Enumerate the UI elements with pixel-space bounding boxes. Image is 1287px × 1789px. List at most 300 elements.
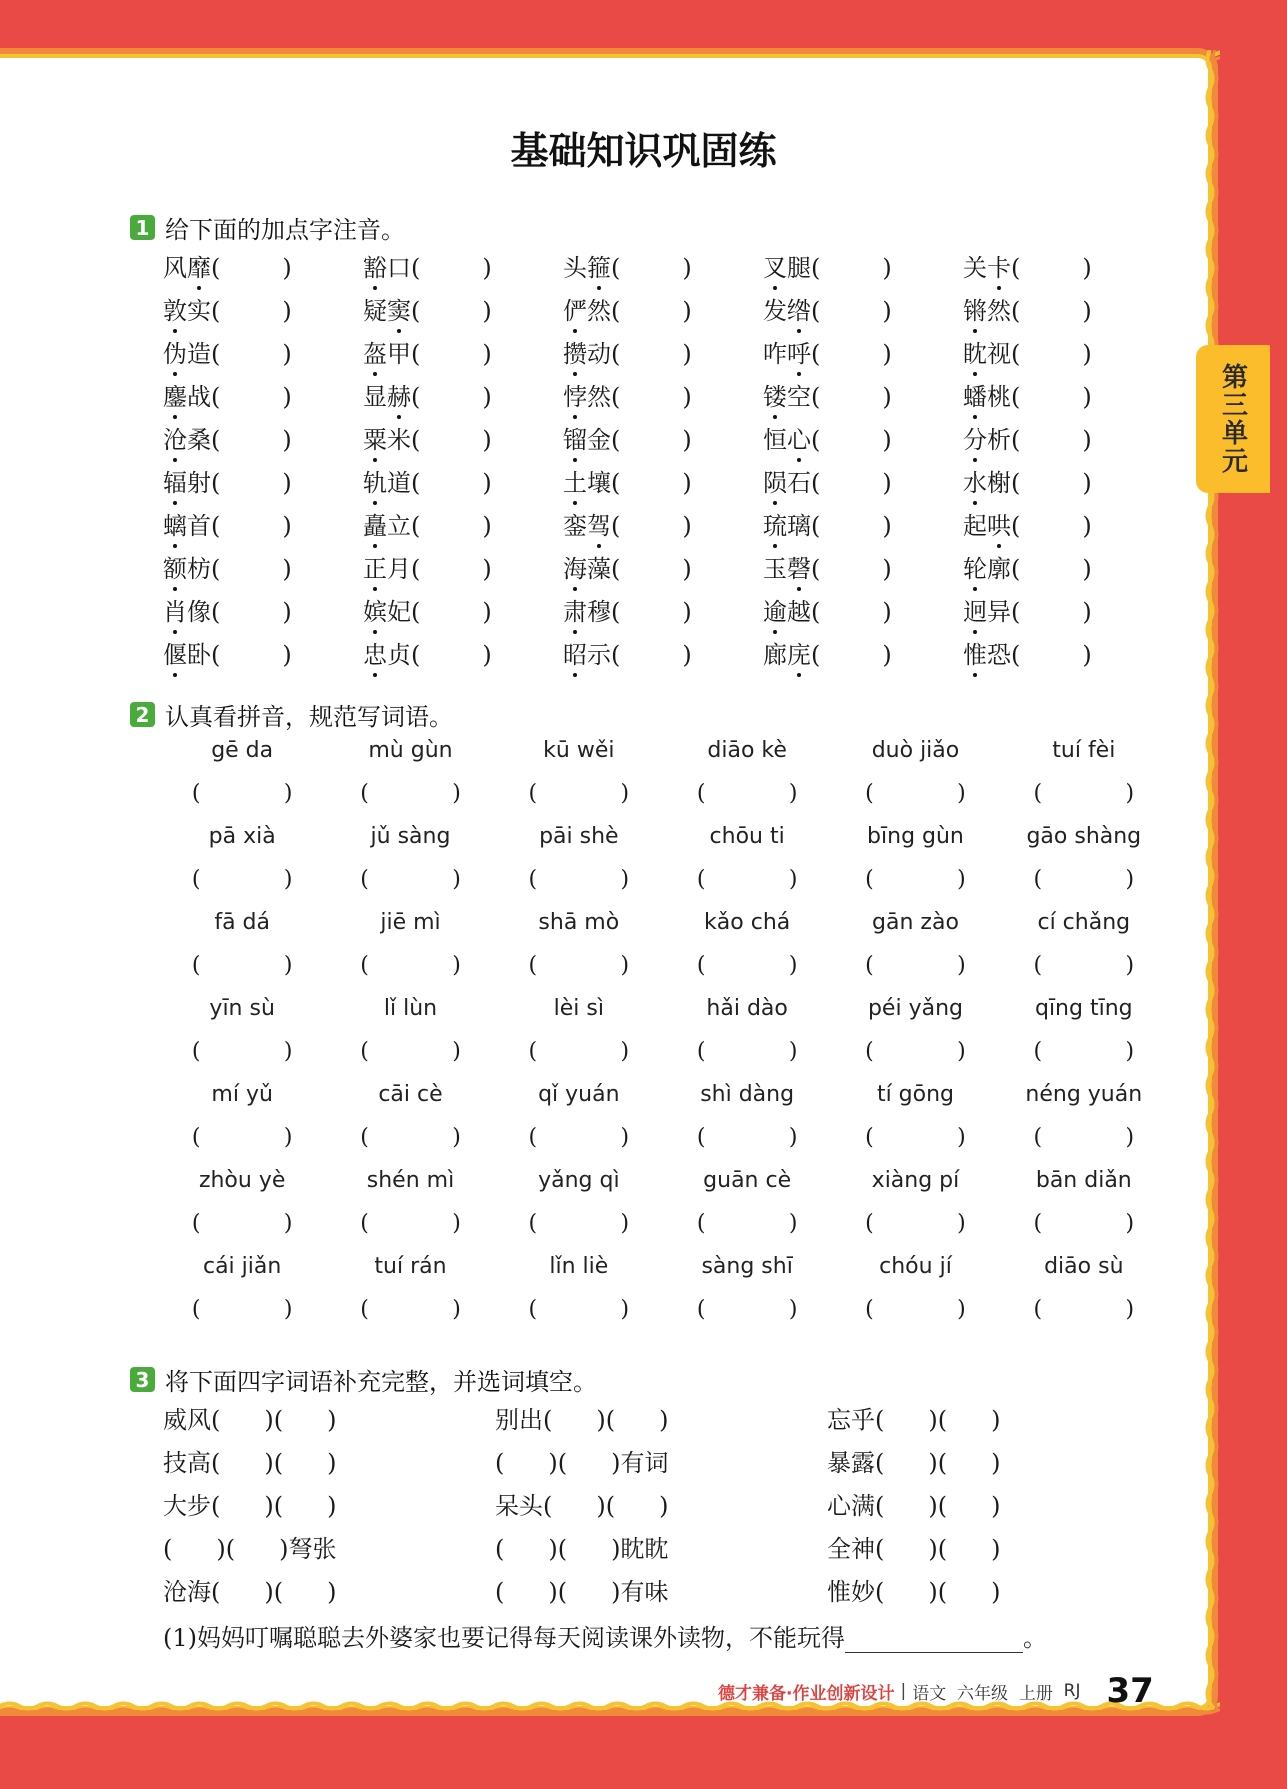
idiom-suffix: 有味: [620, 1578, 669, 1606]
annotation-row: [163, 463, 1163, 506]
pinyin-writing-grid: [158, 738, 1168, 1340]
pinyin-label: xiàng pí: [871, 1168, 960, 1193]
annotation-item: [763, 334, 963, 377]
footer-volume: 上册: [1018, 1683, 1053, 1704]
idiom-item: [827, 1572, 1159, 1615]
pinyin-label: cāi cè: [378, 1082, 443, 1107]
pinyin-answer-blank[interactable]: ( ): [611, 340, 692, 368]
idiom-blanks[interactable]: ( )( ): [211, 1406, 337, 1434]
idiom-item: [827, 1486, 1159, 1529]
dotted-character: 锵: [963, 291, 987, 326]
annotation-item: [763, 592, 963, 635]
annotated-word: [163, 248, 211, 283]
word-answer-blank[interactable]: ( ): [360, 781, 461, 806]
character: 风: [163, 254, 187, 282]
pinyin-label: lǐn liè: [549, 1254, 609, 1279]
word-answer-blank[interactable]: ( ): [1033, 1125, 1135, 1150]
pinyin-label: diāo kè: [707, 738, 787, 763]
pinyin-answer-blank[interactable]: ( ): [411, 512, 492, 540]
annotated-word: [563, 592, 611, 627]
word-answer-blank[interactable]: ( ): [360, 1211, 461, 1236]
idiom-prefix: 心满: [827, 1492, 875, 1520]
dotted-character: 蟠: [963, 377, 987, 412]
word-answer-blank[interactable]: ( ): [696, 1211, 798, 1236]
word-answer-blank[interactable]: ( ): [528, 781, 630, 806]
character: 廊: [763, 641, 787, 669]
annotated-word: [763, 420, 811, 455]
character: 动: [587, 340, 611, 368]
dotted-character: 粟: [363, 420, 387, 455]
word-answer-blank[interactable]: ( ): [191, 781, 293, 806]
character: 枋: [187, 555, 211, 583]
idiom-prefix: 技高: [163, 1449, 211, 1477]
idiom-blanks[interactable]: ( )( ): [543, 1492, 669, 1520]
annotation-item: [163, 248, 363, 291]
answer-row: [158, 1125, 1168, 1168]
character: 藻: [587, 555, 611, 583]
decorative-wave-right: [1202, 50, 1220, 1710]
dotted-character: 呼: [787, 334, 811, 369]
pinyin-answer-blank[interactable]: ( ): [1011, 340, 1092, 368]
word-answer-blank[interactable]: ( ): [528, 1125, 630, 1150]
dotted-character: 轨: [363, 463, 387, 498]
pinyin-row: [158, 910, 1168, 953]
character: 石: [787, 469, 811, 497]
idiom-blanks[interactable]: ( )( ): [875, 1578, 1001, 1606]
pinyin-label: kū wěi: [543, 738, 615, 763]
pinyin-answer-blank[interactable]: ( ): [211, 254, 292, 282]
dotted-character: 豁: [363, 248, 387, 283]
pinyin-answer-blank[interactable]: ( ): [811, 555, 892, 583]
idiom-prefix: 威风: [163, 1406, 211, 1434]
pinyin-answer-blank[interactable]: ( ): [211, 512, 292, 540]
pinyin-answer-blank[interactable]: ( ): [411, 641, 492, 669]
word-answer-blank[interactable]: ( ): [865, 1125, 966, 1150]
word-answer-blank[interactable]: ( ): [360, 1297, 461, 1322]
annotation-item: [363, 592, 563, 635]
pinyin-answer-blank[interactable]: ( ): [411, 297, 492, 325]
pinyin-answer-blank[interactable]: ( ): [1011, 383, 1092, 411]
annotation-row: [163, 549, 1163, 592]
pinyin-label: bīng gùn: [867, 824, 964, 849]
answer-row: [158, 867, 1168, 910]
character: 口: [387, 254, 411, 282]
character: 战: [187, 383, 211, 411]
idiom-prefix: 大步: [163, 1492, 211, 1520]
idiom-row: [163, 1529, 1163, 1572]
character: 疑: [363, 297, 387, 325]
annotated-word: [963, 592, 1011, 627]
word-answer-blank[interactable]: ( ): [696, 781, 798, 806]
pinyin-answer-blank[interactable]: ( ): [1011, 426, 1092, 454]
annotated-word: [163, 463, 211, 498]
pinyin-answer-blank[interactable]: ( ): [611, 469, 692, 497]
pinyin-label: pāi shè: [539, 824, 619, 849]
annotated-word: [363, 635, 411, 670]
pinyin-answer-blank[interactable]: ( ): [211, 555, 292, 583]
annotated-word: [563, 420, 611, 455]
annotation-item: [363, 334, 563, 377]
pinyin-answer-blank[interactable]: ( ): [611, 641, 692, 669]
annotation-item: [563, 549, 763, 592]
unit-tab-label: 第三单元: [1217, 363, 1248, 475]
dotted-character: 肃: [563, 592, 587, 627]
idiom-blanks[interactable]: ( )( ): [495, 1578, 621, 1606]
annotation-item: [763, 463, 963, 506]
answer-blank-line[interactable]: [845, 1630, 1023, 1653]
annotation-item: [163, 506, 363, 549]
pinyin-answer-blank[interactable]: ( ): [411, 254, 492, 282]
annotated-word: [563, 549, 611, 584]
word-answer-blank[interactable]: ( ): [528, 867, 630, 892]
answer-row: [158, 1211, 1168, 1254]
annotated-word: [963, 635, 1011, 670]
idiom-blanks[interactable]: ( )( ): [875, 1406, 1001, 1434]
character: 金: [587, 426, 611, 454]
idiom-item: [163, 1572, 495, 1615]
word-answer-blank[interactable]: ( ): [865, 1211, 966, 1236]
pinyin-label: lèi sì: [553, 996, 604, 1021]
idiom-row: [163, 1486, 1163, 1529]
pinyin-answer-blank[interactable]: ( ): [211, 598, 292, 626]
word-answer-blank[interactable]: ( ): [696, 953, 798, 978]
word-answer-blank[interactable]: ( ): [865, 781, 966, 806]
idiom-item: [495, 1572, 827, 1615]
annotated-word: [963, 463, 1011, 498]
annotated-word: [563, 506, 611, 541]
word-answer-blank[interactable]: ( ): [191, 1211, 293, 1236]
annotation-item: [963, 334, 1163, 377]
pinyin-label: mù gùn: [368, 738, 453, 763]
word-answer-blank[interactable]: ( ): [191, 953, 293, 978]
annotated-word: [363, 334, 411, 369]
pinyin-answer-blank[interactable]: ( ): [611, 555, 692, 583]
character: 恒: [763, 426, 787, 454]
character: 起: [963, 512, 987, 540]
pinyin-answer-blank[interactable]: ( ): [1011, 254, 1092, 282]
dotted-character: 镏: [563, 420, 587, 455]
dotted-character: 正: [363, 549, 387, 584]
dotted-character: 土: [563, 463, 587, 498]
annotated-word: [963, 248, 1011, 283]
character: 实: [187, 297, 211, 325]
word-answer-blank[interactable]: ( ): [360, 867, 461, 892]
idiom-row: [163, 1400, 1163, 1443]
annotated-word: [163, 291, 211, 326]
pinyin-answer-blank[interactable]: ( ): [211, 297, 292, 325]
annotation-item: [963, 291, 1163, 334]
dotted-character: 驾: [587, 506, 611, 541]
pinyin-label: tuí rán: [374, 1254, 447, 1279]
word-answer-blank[interactable]: ( ): [528, 1211, 630, 1236]
character: 造: [187, 340, 211, 368]
pinyin-answer-blank[interactable]: ( ): [811, 469, 892, 497]
pinyin-answer-blank[interactable]: ( ): [1011, 598, 1092, 626]
dotted-character: 俨: [563, 291, 587, 326]
word-answer-blank[interactable]: ( ): [528, 1297, 630, 1322]
pinyin-answer-blank[interactable]: ( ): [811, 512, 892, 540]
pinyin-label: diāo sù: [1044, 1254, 1124, 1279]
word-answer-blank[interactable]: ( ): [1033, 781, 1135, 806]
character: 妃: [387, 598, 411, 626]
annotated-word: [363, 463, 411, 498]
idiom-blanks[interactable]: ( )( ): [875, 1535, 1001, 1563]
annotation-item: [163, 463, 363, 506]
word-answer-blank[interactable]: ( ): [360, 953, 461, 978]
pinyin-label: qǐ yuán: [538, 1082, 620, 1107]
pinyin-answer-blank[interactable]: ( ): [611, 426, 692, 454]
pinyin-answer-blank[interactable]: ( ): [1011, 512, 1092, 540]
dotted-character: 沧: [163, 420, 187, 455]
annotation-item: [563, 506, 763, 549]
annotated-word: [763, 506, 811, 541]
pinyin-label: fā dá: [214, 910, 270, 935]
word-answer-blank[interactable]: ( ): [191, 1125, 293, 1150]
idiom-blanks[interactable]: ( )( ): [543, 1406, 669, 1434]
word-answer-blank[interactable]: ( ): [696, 867, 798, 892]
annotated-word: [563, 248, 611, 283]
word-answer-blank[interactable]: ( ): [865, 867, 966, 892]
idiom-row: [163, 1443, 1163, 1486]
pinyin-answer-blank[interactable]: ( ): [811, 254, 892, 282]
annotation-row: [163, 592, 1163, 635]
pinyin-answer-blank[interactable]: ( ): [211, 469, 292, 497]
pinyin-label: shén mì: [366, 1168, 455, 1193]
annotation-item: [363, 463, 563, 506]
dotted-character: 迥: [963, 592, 987, 627]
pinyin-label: shā mò: [538, 910, 620, 935]
dotted-character: 哄: [987, 506, 1011, 541]
pinyin-answer-blank[interactable]: ( ): [611, 383, 692, 411]
character: 然: [587, 297, 611, 325]
idiom-item: [163, 1486, 495, 1529]
pinyin-answer-blank[interactable]: ( ): [411, 426, 492, 454]
word-answer-blank[interactable]: ( ): [696, 1297, 798, 1322]
annotation-item: [763, 377, 963, 420]
pinyin-row: [158, 1168, 1168, 1211]
pinyin-answer-blank[interactable]: ( ): [1011, 297, 1092, 325]
character: 示: [587, 641, 611, 669]
word-answer-blank[interactable]: ( ): [696, 1039, 798, 1064]
character: 穆: [587, 598, 611, 626]
character: 銮: [563, 512, 587, 540]
phonetic-annotation-grid: [163, 248, 1163, 678]
pinyin-answer-blank[interactable]: ( ): [811, 598, 892, 626]
annotated-word: [563, 291, 611, 326]
annotation-item: [163, 291, 363, 334]
pinyin-answer-blank[interactable]: ( ): [211, 340, 292, 368]
dotted-character: 卡: [987, 248, 1011, 283]
page-title: 基础知识巩固练: [510, 129, 777, 173]
pinyin-answer-blank[interactable]: ( ): [611, 598, 692, 626]
annotated-word: [963, 420, 1011, 455]
word-answer-blank[interactable]: ( ): [696, 1125, 798, 1150]
pinyin-answer-blank[interactable]: ( ): [411, 598, 492, 626]
pinyin-answer-blank[interactable]: ( ): [611, 512, 692, 540]
idiom-blanks[interactable]: ( )( ): [875, 1492, 1001, 1520]
annotation-item: [963, 549, 1163, 592]
word-answer-blank[interactable]: ( ): [191, 867, 293, 892]
pinyin-answer-blank[interactable]: ( ): [811, 340, 892, 368]
pinyin-label: shì dàng: [700, 1082, 795, 1107]
pinyin-label: cái jiǎn: [202, 1254, 282, 1279]
idiom-blanks[interactable]: ( )( ): [875, 1449, 1001, 1477]
dotted-character: 海: [563, 549, 587, 584]
idiom-prefix: 忘乎: [827, 1406, 875, 1434]
word-answer-blank[interactable]: ( ): [865, 1297, 966, 1322]
pinyin-answer-blank[interactable]: ( ): [611, 254, 692, 282]
annotation-item: [163, 334, 363, 377]
idiom-suffix: 有词: [620, 1449, 669, 1477]
pinyin-row: [158, 996, 1168, 1039]
annotated-word: [963, 549, 1011, 584]
dotted-character: 伪: [163, 334, 187, 369]
word-answer-blank[interactable]: ( ): [1033, 1211, 1135, 1236]
character: 头: [563, 254, 587, 282]
pinyin-answer-blank[interactable]: ( ): [411, 469, 492, 497]
annotation-row: [163, 377, 1163, 420]
dotted-character: 磬: [787, 549, 811, 584]
footer-edition: RJ: [1063, 1681, 1081, 1701]
pinyin-row: [158, 1082, 1168, 1125]
footer-subject: 语文: [912, 1683, 947, 1704]
pinyin-answer-blank[interactable]: ( ): [211, 426, 292, 454]
pinyin-label: lǐ lùn: [383, 996, 438, 1021]
section-number-badge: 2: [130, 702, 155, 727]
pinyin-answer-blank[interactable]: ( ): [611, 297, 692, 325]
pinyin-answer-blank[interactable]: ( ): [211, 641, 292, 669]
annotation-item: [563, 420, 763, 463]
pinyin-answer-blank[interactable]: ( ): [811, 383, 892, 411]
pinyin-answer-blank[interactable]: ( ): [811, 297, 892, 325]
character: 像: [187, 598, 211, 626]
pinyin-label: péi yǎng: [867, 996, 963, 1021]
annotation-item: [763, 635, 963, 678]
dotted-character: 矗: [363, 506, 387, 541]
character: 廓: [987, 555, 1011, 583]
dotted-character: 忠: [363, 635, 387, 670]
section-heading-text: 给下面的加点字注音。: [165, 216, 405, 244]
pinyin-answer-blank[interactable]: ( ): [411, 555, 492, 583]
pinyin-answer-blank[interactable]: ( ): [211, 383, 292, 411]
character: 榭: [987, 469, 1011, 497]
word-answer-blank[interactable]: ( ): [865, 1039, 966, 1064]
idiom-blanks[interactable]: ( )( ): [211, 1492, 337, 1520]
pinyin-answer-blank[interactable]: ( ): [1011, 555, 1092, 583]
idiom-item: [495, 1443, 827, 1486]
word-answer-blank[interactable]: ( ): [360, 1125, 461, 1150]
annotated-word: [163, 506, 211, 541]
pinyin-answer-blank[interactable]: ( ): [811, 641, 892, 669]
dotted-character: 鏖: [163, 377, 187, 412]
word-answer-blank[interactable]: ( ): [865, 953, 966, 978]
pinyin-answer-blank[interactable]: ( ): [1011, 641, 1092, 669]
annotation-item: [163, 549, 363, 592]
word-answer-blank[interactable]: ( ): [1033, 953, 1135, 978]
character: 然: [987, 297, 1011, 325]
pinyin-label: chōu ti: [709, 824, 785, 849]
pinyin-label: jiē mì: [380, 910, 441, 935]
section-heading-text: 将下面四字词语补充完整，并选词填空。: [165, 1368, 597, 1396]
character: 月: [387, 555, 411, 583]
idiom-blanks[interactable]: ( )( ): [211, 1449, 337, 1477]
idiom-blanks[interactable]: ( )( ): [495, 1535, 621, 1563]
pinyin-answer-blank[interactable]: ( ): [1011, 469, 1092, 497]
pinyin-answer-blank[interactable]: ( ): [411, 383, 492, 411]
pinyin-label: hǎi dào: [706, 996, 788, 1021]
pinyin-label: guān cè: [703, 1168, 792, 1193]
pinyin-answer-blank[interactable]: ( ): [811, 426, 892, 454]
annotation-row: [163, 506, 1163, 549]
annotated-word: [563, 334, 611, 369]
dotted-character: 逾: [763, 592, 787, 627]
dotted-character: 嫔: [363, 592, 387, 627]
word-answer-blank[interactable]: ( ): [1033, 1297, 1135, 1322]
annotation-item: [963, 463, 1163, 506]
annotation-item: [363, 506, 563, 549]
character: 射: [187, 469, 211, 497]
section-number-badge: 1: [130, 215, 155, 240]
annotation-item: [163, 592, 363, 635]
dotted-character: 盔: [363, 334, 387, 369]
annotation-item: [563, 377, 763, 420]
annotation-item: [963, 377, 1163, 420]
word-answer-blank[interactable]: ( ): [191, 1039, 293, 1064]
word-answer-blank[interactable]: ( ): [528, 1039, 630, 1064]
pinyin-label: zhòu yè: [198, 1168, 286, 1193]
dotted-character: 箍: [587, 248, 611, 283]
pinyin-label: yīn sù: [209, 996, 275, 1021]
annotation-item: [963, 420, 1163, 463]
pinyin-label: gāo shàng: [1026, 824, 1142, 849]
dotted-character: 分: [963, 420, 987, 455]
idiom-blanks[interactable]: ( )( ): [211, 1578, 337, 1606]
annotation-item: [563, 291, 763, 334]
character: 然: [587, 383, 611, 411]
word-answer-blank[interactable]: ( ): [1033, 1039, 1135, 1064]
annotated-word: [363, 420, 411, 455]
annotated-word: [963, 377, 1011, 412]
character: 道: [387, 469, 411, 497]
idiom-blanks[interactable]: ( )( ): [495, 1449, 621, 1477]
dotted-character: 额: [163, 549, 187, 584]
annotation-item: [763, 549, 963, 592]
annotation-item: [363, 248, 563, 291]
idiom-item: [495, 1486, 827, 1529]
annotated-word: [763, 291, 811, 326]
annotation-row: [163, 420, 1163, 463]
character: 桃: [987, 383, 1011, 411]
character: 发: [763, 297, 787, 325]
dotted-character: 悖: [563, 377, 587, 412]
character: 析: [987, 426, 1011, 454]
fill-in-sentence: [163, 1618, 1047, 1653]
word-answer-blank[interactable]: ( ): [191, 1297, 293, 1322]
idiom-item: [163, 1400, 495, 1443]
idiom-blanks[interactable]: ( )( ): [163, 1535, 289, 1563]
word-answer-blank[interactable]: ( ): [360, 1039, 461, 1064]
annotation-item: [163, 377, 363, 420]
word-answer-blank[interactable]: ( ): [1033, 867, 1135, 892]
pinyin-row: [158, 738, 1168, 781]
dotted-character: 镂: [763, 377, 787, 412]
pinyin-answer-blank[interactable]: ( ): [411, 340, 492, 368]
annotation-item: [763, 248, 963, 291]
word-answer-blank[interactable]: ( ): [528, 953, 630, 978]
dotted-character: 叉: [763, 248, 787, 283]
pinyin-label: néng yuán: [1025, 1082, 1143, 1107]
idiom-item: [827, 1529, 1159, 1572]
